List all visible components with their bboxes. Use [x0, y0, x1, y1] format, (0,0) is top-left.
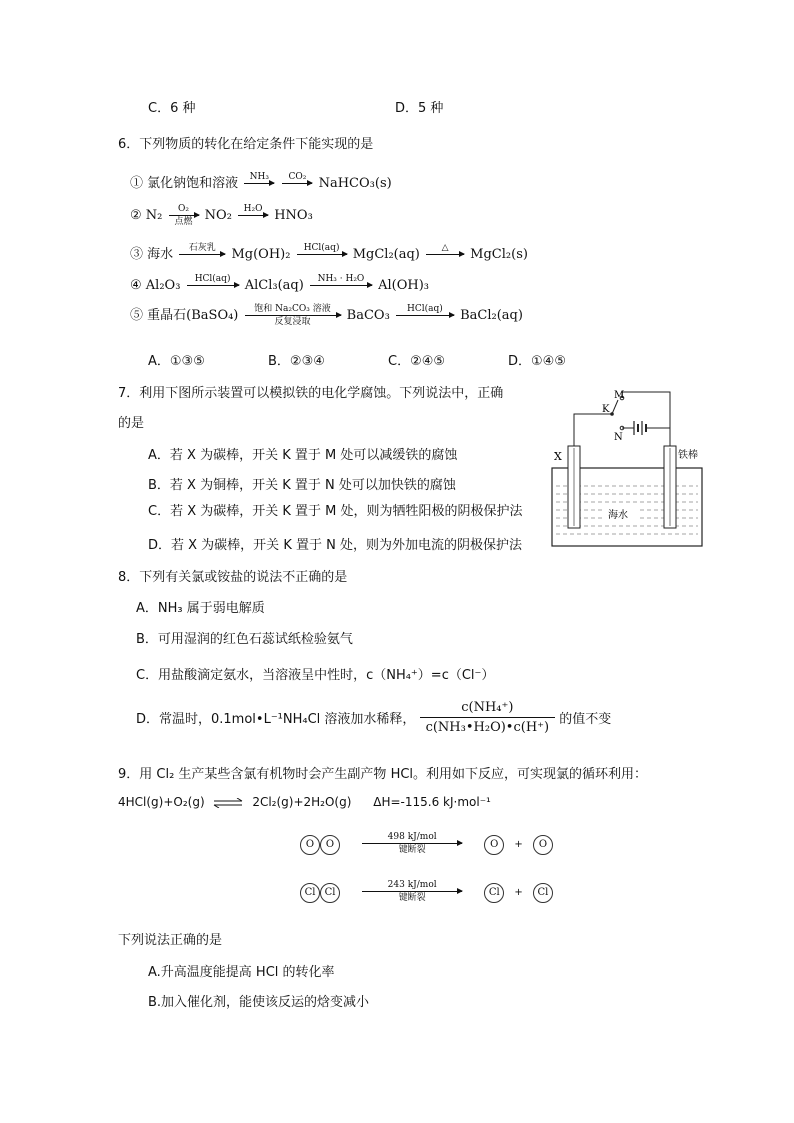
q9-equation: 4HCl(g)+O₂(g) 2Cl₂(g)+2H₂O(g) ΔH=-115.6 kJ·mol⁻¹: [118, 795, 491, 809]
q7-option-c: C．若 X 为碳棒，开关 K 置于 M 处，则为牺牲阳极的阴极保护法: [148, 504, 523, 519]
q8-option-a: A．NH₃ 属于弱电解质: [136, 601, 265, 616]
label-seawater: 海水: [608, 510, 628, 521]
q5-option-d: D．5 种: [395, 101, 444, 116]
bond-diagram-cl2: Cl Cl 243 kJ/mol 键断裂 Cl + Cl: [300, 880, 553, 903]
label-m: M: [614, 390, 625, 401]
q8-stem: 8．下列有关氯或铵盐的说法不正确的是: [118, 570, 348, 585]
bond-diagram-o2: O O 498 kJ/mol 键断裂 O + O: [300, 832, 553, 855]
label-x: X: [554, 450, 562, 463]
q6-stem: 6．下列物质的转化在给定条件下能实现的是: [118, 137, 374, 152]
q6-reaction-3: ③ 海水 石灰乳 Mg(OH)₂ HCl(aq) MgCl₂(aq) △ MgCl₂(s): [130, 243, 528, 262]
q8-option-d: D．常温时，0.1mol•L⁻¹NH₄Cl 溶液加水稀释， $\frac{\text{c(NH₄⁺)}}{\text{c(NH₃•H₂O)•c(H⁺)}}$ 的值不变: [136, 700, 612, 735]
q8-option-b: B．可用湿润的红色石蕊试纸检验氨气: [136, 632, 353, 647]
label-k: K: [602, 404, 610, 415]
q6-option-b: B．②③④: [268, 354, 325, 369]
equilibrium-arrow-icon: [212, 798, 244, 808]
q7-stem-line1: 7．利用下图所示装置可以模拟铁的电化学腐蚀。下列说法中，正确: [118, 386, 504, 401]
corrosion-apparatus-diagram: [548, 388, 708, 550]
q6-option-a: A．①③⑤: [148, 354, 205, 369]
q7-stem-line2: 的是: [118, 416, 145, 431]
q6-reaction-4: ④ Al₂O₃ HCl(aq) AlCl₃(aq) NH₃ · H₂O Al(OH)₃: [130, 274, 429, 293]
q8-option-c: C．用盐酸滴定氨水，当溶液呈中性时，c（NH₄⁺）=c（Cl⁻）: [136, 668, 495, 683]
q9-option-a: A.升高温度能提高 HCl 的转化率: [148, 965, 335, 980]
q5-option-c: C．6 种: [148, 101, 196, 116]
q7-option-d: D．若 X 为碳棒，开关 K 置于 N 处，则为外加电流的阴极保护法: [148, 538, 522, 553]
q6-reaction-1: ① 氯化钠饱和溶液 NH₃ CO₂ NaHCO₃(s): [130, 172, 392, 191]
label-iron-rod: 铁棒: [678, 450, 698, 461]
label-n: N: [614, 432, 623, 443]
q6-reaction-5: ⑤ 重晶石(BaSO₄) 饱和 Na₂CO₃ 溶液 反复浸取 BaCO₃ HCl(aq) BaCl₂(aq): [130, 304, 523, 327]
q6-option-c: C．②④⑤: [388, 354, 446, 369]
q9-sub-stem: 下列说法正确的是: [118, 933, 223, 948]
q7-option-b: B．若 X 为铜棒，开关 K 置于 N 处可以加快铁的腐蚀: [148, 478, 456, 493]
q6-option-d: D．①④⑤: [508, 354, 566, 369]
q9-stem: 9．用 Cl₂ 生产某些含氯有机物时会产生副产物 HCl。利用如下反应，可实现氯的循环利用：: [118, 767, 648, 782]
q7-option-a: A．若 X 为碳棒，开关 K 置于 M 处可以减缓铁的腐蚀: [148, 448, 458, 463]
q8-fraction: $\frac{\text{c(NH₄⁺)}}{\text{c(NH₃•H₂O)•c(H⁺)}}$: [420, 700, 556, 735]
q9-option-b: B.加入催化剂，能使该反运的焓变减小: [148, 995, 370, 1010]
q6-reaction-2: ② N₂ O₂ 点燃 NO₂ H₂O HNO₃: [130, 204, 313, 227]
